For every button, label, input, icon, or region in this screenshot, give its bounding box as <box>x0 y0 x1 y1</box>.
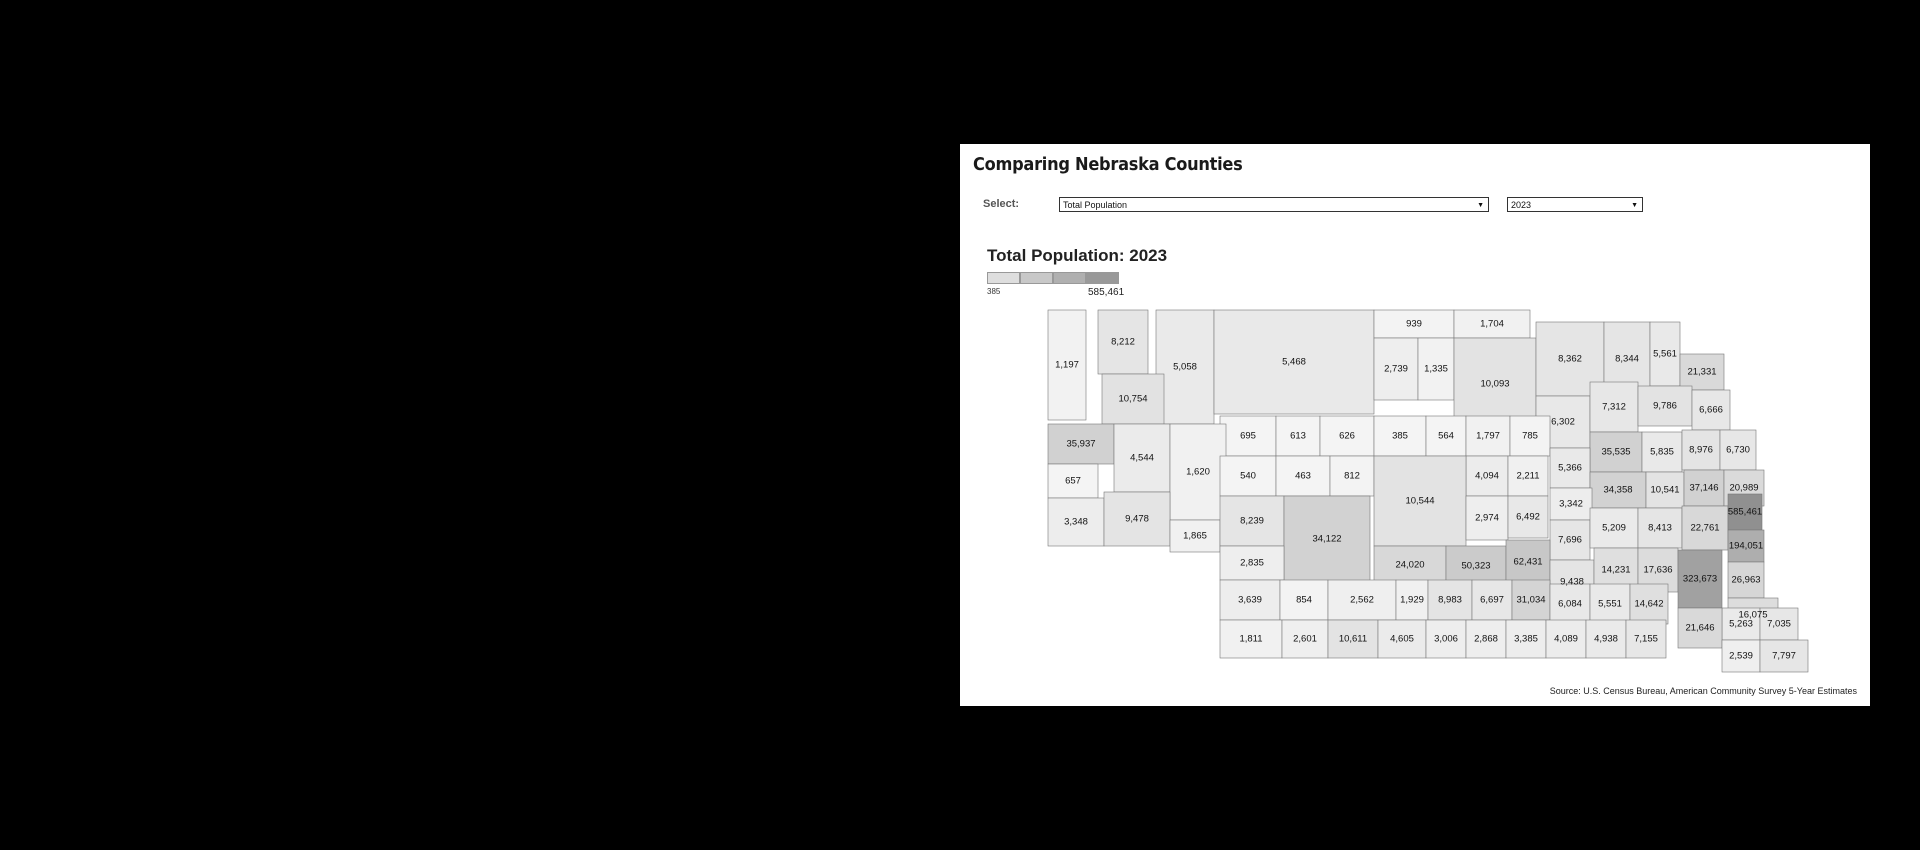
county-value-label: 785 <box>1522 430 1538 442</box>
county-value-label: 34,122 <box>1312 533 1342 545</box>
county-value-label: 2,835 <box>1240 557 1264 569</box>
county-value-label: 34,358 <box>1603 484 1633 496</box>
county-value-label: 8,976 <box>1689 444 1713 456</box>
county-value-label: 62,431 <box>1513 556 1543 568</box>
county-value-label: 7,696 <box>1558 534 1582 546</box>
legend-max-label: 585,461 <box>1088 287 1125 298</box>
county-value-label: 7,035 <box>1767 618 1791 630</box>
county-value-label: 16,075 <box>1738 609 1768 621</box>
county-value-label: 585,461 <box>1727 506 1763 518</box>
county-value-label: 6,084 <box>1558 598 1582 610</box>
county-value-label: 657 <box>1065 475 1081 487</box>
county-value-label: 8,212 <box>1111 336 1135 348</box>
county-value-label: 9,786 <box>1653 400 1677 412</box>
legend-min-label: 385 <box>987 287 1001 296</box>
county-value-label: 6,697 <box>1480 594 1504 606</box>
county-value-label: 8,413 <box>1648 522 1672 534</box>
county-value-label: 1,865 <box>1183 530 1207 542</box>
county-value-label: 540 <box>1240 470 1256 482</box>
county-value-label: 2,601 <box>1293 633 1317 645</box>
county-value-label: 8,239 <box>1240 515 1264 527</box>
county-value-label: 6,666 <box>1699 404 1723 416</box>
county-value-label: 5,058 <box>1173 361 1197 373</box>
county-value-label: 5,835 <box>1650 446 1674 458</box>
county-value-label: 21,331 <box>1687 366 1717 378</box>
county-value-label: 385 <box>1392 430 1408 442</box>
county-value-label: 4,089 <box>1554 633 1578 645</box>
county-value-label: 37,146 <box>1689 482 1719 494</box>
county-value-label: 35,937 <box>1066 438 1096 450</box>
source-note: Source: U.S. Census Bureau, American Community Survey 5-Year Estimates <box>1549 686 1857 696</box>
county-value-label: 26,963 <box>1731 574 1761 586</box>
county-value-label: 564 <box>1438 430 1454 442</box>
county-value-label: 2,562 <box>1350 594 1374 606</box>
county-value-label: 4,094 <box>1475 470 1499 482</box>
page-title: Comparing Nebraska Counties <box>973 154 1243 175</box>
county-value-label: 3,639 <box>1238 594 1262 606</box>
county-value-label: 1,197 <box>1055 359 1079 371</box>
county-value-label: 3,348 <box>1064 516 1088 528</box>
county-value-label: 31,034 <box>1516 594 1546 606</box>
county-value-label: 2,539 <box>1729 650 1753 662</box>
county-value-label: 10,544 <box>1405 495 1435 507</box>
county-value-label: 4,605 <box>1390 633 1414 645</box>
metric-select-value: Total Population <box>1063 200 1128 210</box>
county-value-label: 17,636 <box>1643 564 1673 576</box>
county-value-label: 1,704 <box>1480 318 1504 330</box>
nebraska-county-map <box>960 144 1870 684</box>
county-value-label: 8,362 <box>1558 353 1582 365</box>
county-value-label: 3,006 <box>1434 633 1458 645</box>
county-value-label: 7,155 <box>1634 633 1658 645</box>
county-value-label: 10,093 <box>1480 378 1510 390</box>
county-value-label: 10,541 <box>1650 484 1680 496</box>
county-value-label: 8,983 <box>1438 594 1462 606</box>
county-value-label: 5,561 <box>1653 348 1677 360</box>
county-value-label: 21,646 <box>1685 622 1715 634</box>
county-value-label: 35,535 <box>1601 446 1631 458</box>
county-value-label: 3,385 <box>1514 633 1538 645</box>
county-value-label: 613 <box>1290 430 1306 442</box>
county-value-label: 1,620 <box>1186 466 1210 478</box>
county-value-label: 4,544 <box>1130 452 1154 464</box>
county-value-label: 24,020 <box>1395 559 1425 571</box>
county-value-label: 5,263 <box>1729 618 1753 630</box>
map-panel <box>960 144 1870 706</box>
county-value-label: 5,551 <box>1598 598 1622 610</box>
select-label: Select: <box>983 198 1020 210</box>
county-value-label: 1,811 <box>1239 633 1263 645</box>
county-value-label: 3,342 <box>1559 498 1583 510</box>
year-select-value: 2023 <box>1511 200 1532 210</box>
county-value-label: 6,730 <box>1726 444 1750 456</box>
county-value-label: 20,989 <box>1729 482 1759 494</box>
county-value-label: 194,051 <box>1728 540 1764 552</box>
county-value-label: 9,438 <box>1560 576 1584 588</box>
county-value-label: 2,868 <box>1474 633 1498 645</box>
county-value-label: 14,231 <box>1601 564 1631 576</box>
county-value-label: 1,929 <box>1400 594 1424 606</box>
county-value-label: 5,468 <box>1282 356 1306 368</box>
county-value-label: 2,211 <box>1516 470 1540 482</box>
county-value-label: 10,754 <box>1118 393 1148 405</box>
county-value-label: 14,642 <box>1634 598 1664 610</box>
chevron-down-icon: ▼ <box>1477 202 1484 209</box>
county-value-label: 939 <box>1406 318 1422 330</box>
county-value-label: 6,492 <box>1516 511 1540 523</box>
county-value-label: 2,739 <box>1384 363 1408 375</box>
county-value-label: 5,209 <box>1602 522 1626 534</box>
county-value-label: 2,974 <box>1475 512 1499 524</box>
county-value-label: 50,323 <box>1461 560 1491 572</box>
county-value-label: 1,335 <box>1424 363 1448 375</box>
county-value-label: 5,366 <box>1558 462 1582 474</box>
county-value-label: 626 <box>1339 430 1355 442</box>
county-value-label: 22,761 <box>1690 522 1720 534</box>
county-value-label: 8,344 <box>1615 353 1639 365</box>
county-value-label: 9,478 <box>1125 513 1149 525</box>
county-value-label: 854 <box>1296 594 1312 606</box>
county-value-label: 463 <box>1295 470 1311 482</box>
county-value-label: 812 <box>1344 470 1360 482</box>
county-value-label: 695 <box>1240 430 1256 442</box>
county-value-label: 10,611 <box>1338 633 1368 645</box>
county-value-label: 7,312 <box>1602 401 1626 413</box>
county-value-label: 6,302 <box>1551 416 1575 428</box>
county-value-label: 4,938 <box>1594 633 1618 645</box>
county-value-label: 7,797 <box>1772 650 1796 662</box>
county-value-label: 1,797 <box>1476 430 1500 442</box>
chevron-down-icon: ▼ <box>1631 202 1638 209</box>
county-value-label: 323,673 <box>1682 573 1718 585</box>
map-title: Total Population: 2023 <box>987 246 1168 265</box>
